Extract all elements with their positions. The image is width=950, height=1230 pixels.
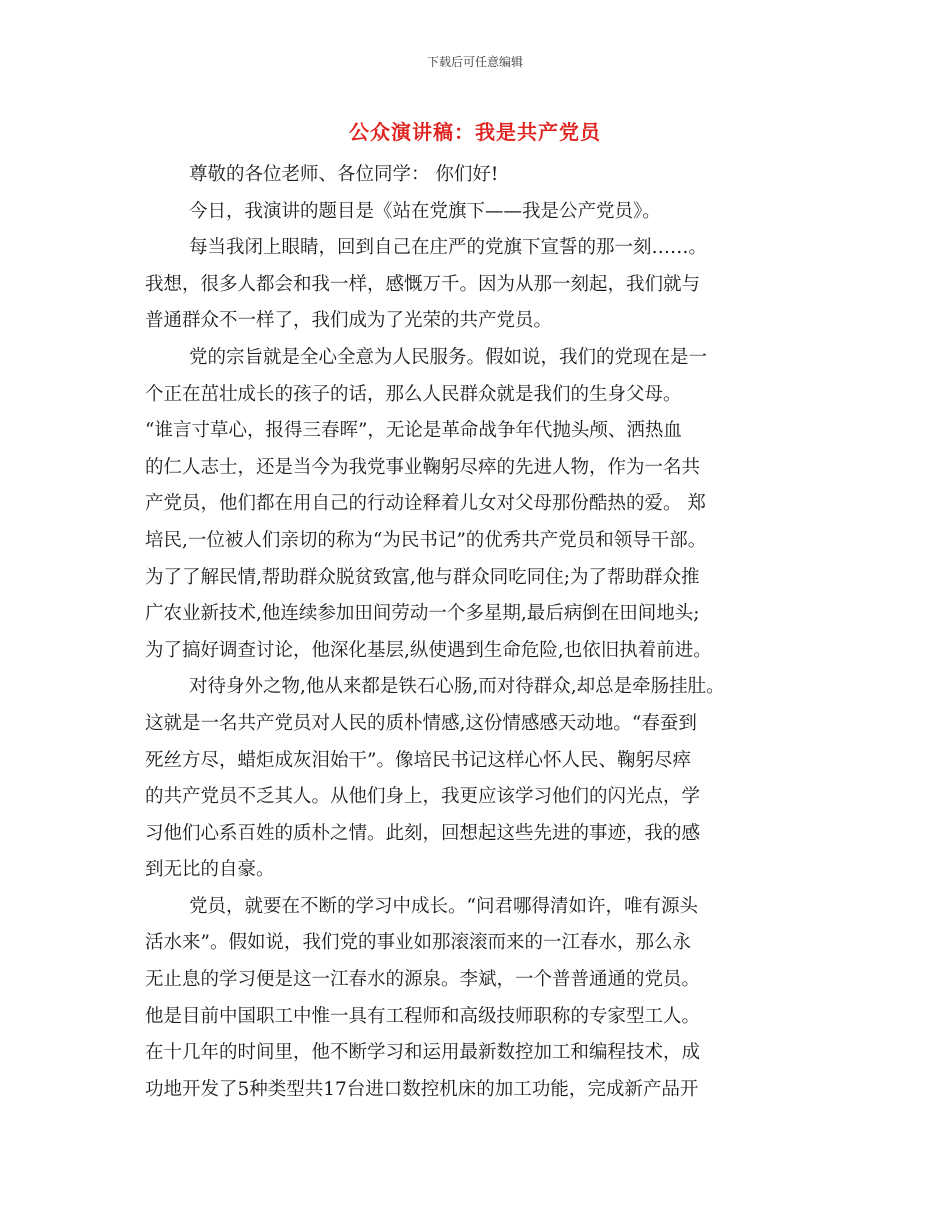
body-line: 党的宗旨就是全心全意为人民服务。假如说，我们的党现在是一 bbox=[189, 346, 708, 368]
body-line: 的仁人志士，还是当今为我党事业鞠躬尽瘁的先进人物，作为一名共 bbox=[145, 456, 701, 478]
body-line: 这就是一名共产党员对人民的质朴情感,这份情感感天动地。“春蚕到 bbox=[145, 712, 697, 734]
body-line: 培民,一位被人们亲切的称为“为民书记”的优秀共产党员和领导干部。 bbox=[145, 529, 707, 551]
document-title: 公众演讲稿：我是共产党员 bbox=[349, 120, 601, 144]
body-line: 活水来”。假如说，我们党的事业如那滚滚而来的一江春水，那么永 bbox=[145, 932, 691, 954]
body-line: 尊敬的各位老师、各位同学： 你们好! bbox=[189, 164, 499, 185]
body-line: 个正在茁壮成长的孩子的话，那么人民群众就是我们的生身父母。 bbox=[145, 383, 682, 405]
body-line: 在十几年的时间里，他不断学习和运用最新数控加工和编程技术，成 bbox=[145, 1042, 701, 1064]
body-line: 广农业新技术,他连续参加田间劳动一个多星期,最后病倒在田间地头; bbox=[145, 603, 700, 625]
body-line: 产党员，他们都在用自己的行动诠释着儿女对父母那份酷热的爱。 郑 bbox=[145, 493, 706, 515]
body-line: 今日，我演讲的题目是《站在党旗下——我是公产党员》。 bbox=[189, 200, 661, 222]
body-line: 功地开发了5种类型共17台进口数控机床的加工功能，完成新产品开 bbox=[145, 1078, 699, 1100]
body-line: 到无比的自豪。 bbox=[145, 859, 275, 881]
body-line: 党员，就要在不断的学习中成长。“问君哪得清如许，唯有源头 bbox=[189, 895, 698, 917]
body-line: 为了搞好调查讨论，他深化基层,纵使遇到生命危险,也依旧执着前进。 bbox=[145, 639, 712, 661]
body-line: 的共产党员不乏其人。从他们身上，我更应该学习他们的闪光点，学 bbox=[145, 786, 701, 808]
body-line: 为了了解民情,帮助群众脱贫致富,他与群众同吃同住;为了帮助群众推 bbox=[145, 566, 700, 588]
document-body bbox=[145, 157, 805, 1108]
body-line: 对待身外之物,他从来都是铁石心肠,而对待群众,却总是牵肠挂肚。 bbox=[189, 676, 725, 698]
body-line: 死丝方尽，蜡炬成灰泪始干”。像培民书记这样心怀人民、鞠躬尽瘁 bbox=[145, 749, 691, 771]
body-line: 每当我闭上眼睛，回到自己在庄严的党旗下宣誓的那一刻……。 bbox=[189, 237, 708, 259]
page-header-note: 下载后可任意编辑 bbox=[426, 55, 523, 69]
body-line: 他是目前中国职工中惟一具有工程师和高级技师职称的专家型工人。 bbox=[145, 1005, 701, 1027]
body-line: 普通群众不一样了，我们成为了光荣的共产党员。 bbox=[145, 310, 553, 332]
body-line: 我想，很多人都会和我一样，感慨万千。因为从那一刻起，我们就与 bbox=[145, 273, 701, 295]
body-line: 习他们心系百姓的质朴之情。此刻，回想起这些先进的事迹，我的感 bbox=[145, 822, 701, 844]
body-line: “谁言寸草心，报得三春晖”，无论是革命战争年代抛头颅、洒热血 bbox=[145, 420, 682, 442]
body-line: 无止息的学习便是这一江春水的源泉。李斌，一个普普通通的党员。 bbox=[145, 969, 701, 991]
